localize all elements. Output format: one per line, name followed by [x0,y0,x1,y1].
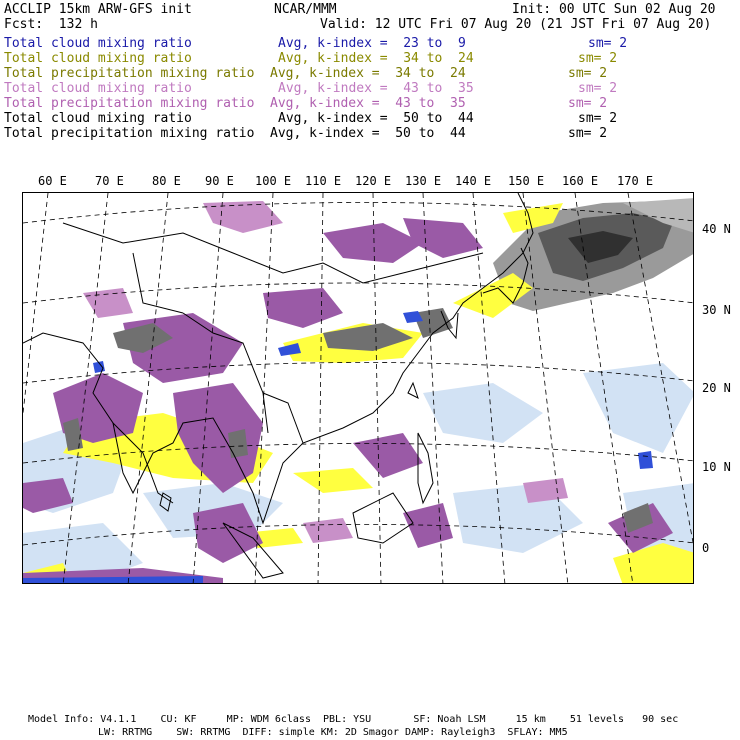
lon-label: 60 E [38,174,67,188]
lon-label: 90 E [205,174,234,188]
lat-label: 10 N [702,460,731,474]
legend-avg: Avg, k-index = 43 to 35 [278,81,474,96]
lon-label: 150 E [508,174,545,188]
legend-avg: Avg, k-index = 23 to 9 [278,36,466,51]
lon-label: 170 E [617,174,654,188]
lon-line [23,193,48,413]
legend-sm: sm= 2 [568,66,608,81]
legend-avg: Avg, k-index = 50 to 44 [278,111,474,126]
cloud-purple [403,218,483,258]
cloud-core [228,429,248,458]
cloud-light-purple [303,518,353,543]
legend-field: Total cloud mixing ratio [4,51,192,66]
legend-sm: sm= 2 [568,126,608,141]
legend-sm: sm= 2 [588,36,628,51]
legend-field: Total precipitation mixing ratio [4,66,255,81]
model-title: ACCLIP 15km ARW-GFS init [4,2,192,17]
legend-avg: Avg, k-index = 34 to 24 [278,51,474,66]
cloud-light-blue [423,383,543,443]
legend-field: Total cloud mixing ratio [4,81,192,96]
legend-sm: sm= 2 [568,96,608,111]
lat-line-0 [23,524,694,545]
coast-philippines [418,433,433,503]
cloud-light-purple [523,478,568,503]
lat-label: 40 N [702,222,731,236]
lon-label: 130 E [405,174,442,188]
cloud-yellow [453,273,533,318]
map-svg [23,193,694,584]
lat-label: 0 [702,541,710,555]
institution-title: NCAR/MMM [274,2,337,17]
cloud-light-purple [203,201,283,233]
model-info: Model Info: V4.1.1 CU: KF MP: WDM 6class PBL: YSU SF: Noah LSM 15 km 51 levels 90 sec [28,714,679,725]
legend-sm: sm= 2 [578,51,618,66]
legend-sm: sm= 2 [578,81,618,96]
border [133,253,183,313]
cloud-light-blue [583,363,694,453]
cloud-purple [353,433,423,478]
legend-avg: Avg, k-index = 34 to 24 [270,66,466,81]
coast-borneo [353,493,413,543]
lon-label: 160 E [562,174,599,188]
legend-avg: Avg, k-index = 50 to 44 [270,126,466,141]
lon-label: 110 E [305,174,342,188]
lon-label: 70 E [95,174,124,188]
lat-label: 30 N [702,303,731,317]
cloud-purple [263,288,343,328]
legend-field: Total precipitation mixing ratio [4,126,255,141]
valid-time: Valid: 12 UTC Fri 07 Aug 20 (21 JST Fri 07 Aug 20) [320,17,712,32]
model-physics: LW: RRTMG SW: RRTMG DIFF: simple KM: 2D Smagor DAMP: Rayleigh3 SFLAY: MM5 [98,727,568,738]
legend-field: Total precipitation mixing ratio [4,96,255,111]
legend-sm: sm= 2 [578,111,618,126]
cloud-blue [638,451,653,469]
lat-label: 20 N [702,381,731,395]
init-time: Init: 00 UTC Sun 02 Aug 20 [512,2,716,17]
lon-label: 80 E [152,174,181,188]
lon-label: 120 E [355,174,392,188]
forecast-hour: Fcst: 132 h [4,17,98,32]
map-panel [22,192,694,584]
coast-taiwan [408,383,418,398]
lon-label: 100 E [255,174,292,188]
legend-field: Total cloud mixing ratio [4,111,192,126]
lon-label: 140 E [455,174,492,188]
cloud-yellow [613,543,694,584]
legend-avg: Avg, k-index = 43 to 35 [270,96,466,111]
legend-field: Total cloud mixing ratio [4,36,192,51]
border [263,393,303,443]
cloud-yellow [293,468,373,493]
